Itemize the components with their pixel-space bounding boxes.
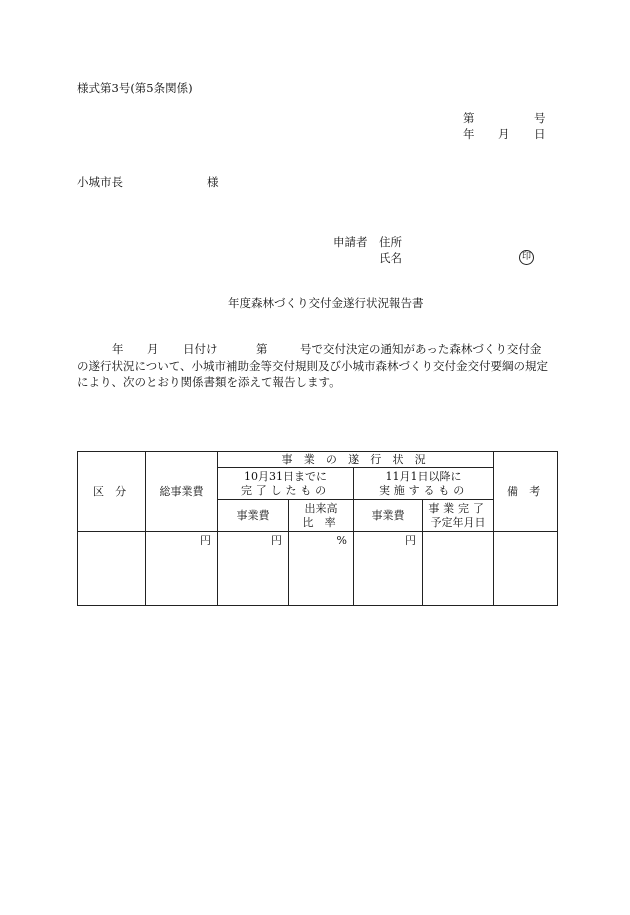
body-dai: 第 (256, 342, 268, 356)
cell-completion (423, 532, 494, 606)
header-after-nov1 (354, 468, 494, 500)
body-line-3: により、次のとおり関係書類を添えて報告します。 (77, 375, 341, 389)
date-year: 年 (463, 127, 475, 141)
cell-total-unit: 円 (146, 532, 218, 606)
header-progress-ratio (289, 500, 354, 532)
body-year: 年 (112, 342, 124, 356)
document-title: 年度森林づくり交付金遂行状況報告書 (228, 296, 424, 310)
body-line-2: の遂行状況について、小城市補助金等交付規則及び小城市森林づくり交付金交付要綱の規定 (77, 359, 549, 373)
body-rest: 号で交付決定の通知があった森林づくり交付金 (300, 342, 542, 356)
applicant-label: 申請者 (333, 235, 368, 249)
after-line2: 実施するもの (378, 483, 469, 497)
ratio-line2: 比 率 (302, 515, 340, 529)
before-line1: 10月31日までに (244, 469, 327, 483)
header-remarks: 備 考 (494, 452, 558, 532)
before-line2: 完了したもの (240, 483, 331, 497)
completion-line1: 事業完了 (428, 501, 488, 515)
after-line1: 11月1日以降に (385, 469, 462, 483)
cell-category (78, 532, 146, 606)
addressee-sama: 様 (207, 175, 219, 189)
doc-number-go: 号 (534, 111, 546, 125)
header-project-cost-2: 事業費 (354, 500, 423, 532)
address-label: 住所 (379, 235, 402, 249)
doc-number-dai: 第 (463, 111, 475, 125)
cell-ratio-unit: % (289, 532, 354, 606)
header-before-oct31 (218, 468, 354, 500)
date-day: 日 (534, 127, 546, 141)
date-month: 月 (498, 127, 510, 141)
cell-cost2-unit: 円 (354, 532, 423, 606)
addressee-title: 小城市長 (77, 175, 123, 189)
form-number: 様式第3号(第5条関係) (77, 81, 193, 95)
header-category: 区 分 (78, 452, 146, 532)
header-status: 事 業 の 遂 行 状 況 (218, 452, 494, 468)
ratio-line1: 出来高 (304, 501, 338, 515)
header-total-cost: 総事業費 (146, 452, 218, 532)
body-line-1 (77, 344, 557, 358)
completion-line2: 予定年月日 (430, 515, 486, 529)
name-label: 氏名 (379, 251, 402, 265)
body-dated: 日付け (183, 342, 218, 356)
cell-remarks (494, 532, 558, 606)
header-project-cost: 事業費 (218, 500, 289, 532)
header-completion-date (423, 500, 494, 532)
status-table (77, 451, 558, 606)
seal-mark: 印 (519, 250, 534, 265)
cell-cost-unit: 円 (218, 532, 289, 606)
body-month: 月 (147, 342, 159, 356)
